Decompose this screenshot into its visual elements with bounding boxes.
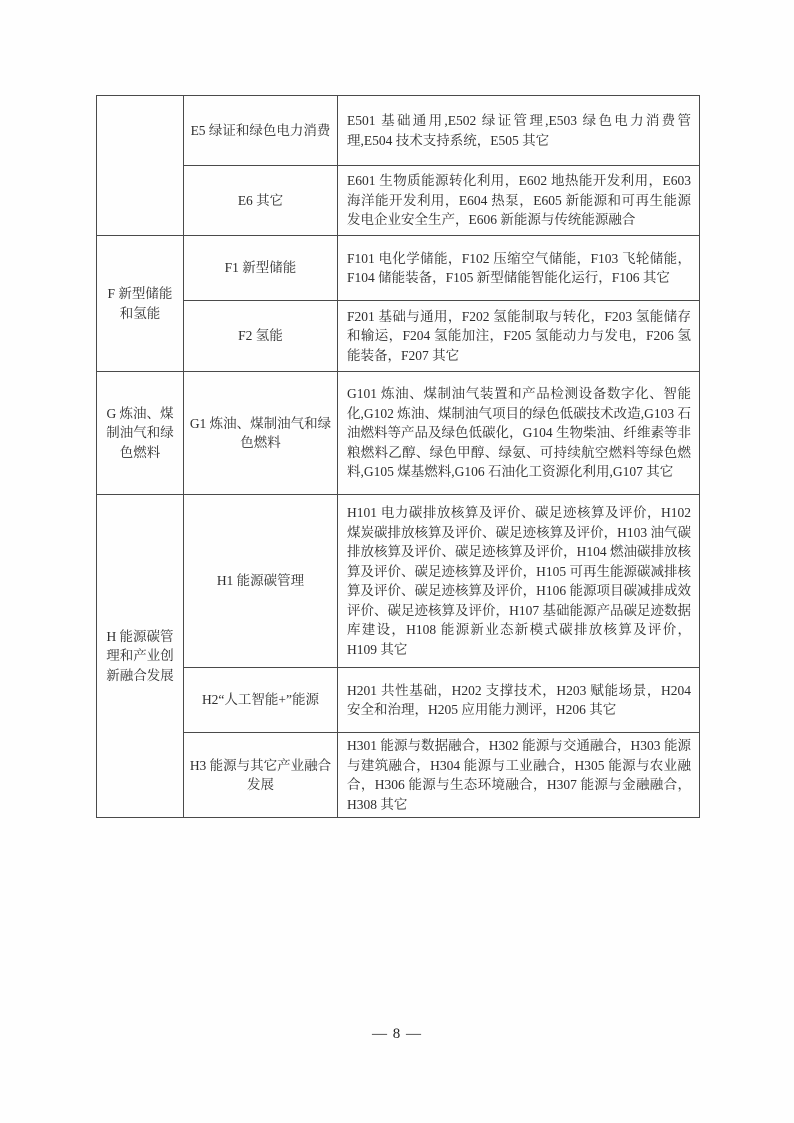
items-cell-f1: F101 电化学储能，F102 压缩空气储能，F103 飞轮储能，F104 储能装备，F105 新型储能智能化运行，F106 其它 xyxy=(338,236,700,301)
table-row xyxy=(97,236,700,301)
table-row xyxy=(97,495,700,668)
table-row xyxy=(97,372,700,495)
table-row xyxy=(97,668,700,733)
subcategory-cell-f1: F1 新型储能 xyxy=(184,236,338,301)
items-cell-h1: H101 电力碳排放核算及评价、碳足迹核算及评价，H102 煤炭碳排放核算及评价、碳足迹核算及评价，H103 油气碳排放核算及评价、碳足迹核算及评价，H104 燃油碳排放核算及评价、碳足迹核算及评价，H105 可再生能源碳减排核算及评价、碳足迹核算及评价，H106 能源项目碳减排成效评价、碳足迹核算及评价，H107 基础能源产品碳足迹数据库建设，H108 能源新业态新模式碳排放核算及评价，H109 其它 xyxy=(338,495,700,668)
subcategory-cell-f2: F2 氢能 xyxy=(184,301,338,372)
category-cell-h: H 能源碳管理和产业创新融合发展 xyxy=(97,495,184,818)
table-row xyxy=(97,301,700,372)
items-cell-g1: G101 炼油、煤制油气装置和产品检测设备数字化、智能化,G102 炼油、煤制油气项目的绿色低碳技术改造,G103 石油燃料等产品及绿色低碳化，G104 生物柴油、纤维素等非粮燃料乙醇、绿色甲醇、绿氨、可持续航空燃料等绿色燃料,G105 煤基燃料,G106 石油化工资源化利用,G107 其它 xyxy=(338,372,700,495)
subcategory-cell-h2: H2“人工智能+”能源 xyxy=(184,668,338,733)
category-cell-g: G 炼油、煤制油气和绿色燃料 xyxy=(97,372,184,495)
items-cell-h2: H201 共性基础，H202 支撑技术，H203 赋能场景，H204 安全和治理，H205 应用能力测评，H206 其它 xyxy=(338,668,700,733)
table-row xyxy=(97,166,700,236)
subcategory-cell-e6: E6 其它 xyxy=(184,166,338,236)
subcategory-cell-h3: H3 能源与其它产业融合发展 xyxy=(184,733,338,818)
category-cell-e-continued xyxy=(97,96,184,236)
items-cell-f2: F201 基础与通用，F202 氢能制取与转化，F203 氢能储存和输运，F204 氢能加注，F205 氢能动力与发电，F206 氢能装备，F207 其它 xyxy=(338,301,700,372)
subcategory-cell-h1: H1 能源碳管理 xyxy=(184,495,338,668)
subcategory-cell-g1: G1 炼油、煤制油气和绿色燃料 xyxy=(184,372,338,495)
category-cell-f: F 新型储能和氢能 xyxy=(97,236,184,372)
items-cell-e6: E601 生物质能源转化利用，E602 地热能开发利用，E603 海洋能开发利用，E604 热泵，E605 新能源和可再生能源发电企业安全生产，E606 新能源与传统能源融合 xyxy=(338,166,700,236)
subcategory-cell-e5: E5 绿证和绿色电力消费 xyxy=(184,96,338,166)
table-row xyxy=(97,733,700,818)
page-number: — 8 — xyxy=(372,1026,422,1042)
table-row xyxy=(97,96,700,166)
items-cell-e5: E501 基础通用,E502 绿证管理,E503 绿色电力消费管理,E504 技术支持系统，E505 其它 xyxy=(338,96,700,166)
items-cell-h3: H301 能源与数据融合，H302 能源与交通融合，H303 能源与建筑融合，H304 能源与工业融合，H305 能源与农业融合，H306 能源与生态环境融合，H307 能源与金融融合，H308 其它 xyxy=(338,733,700,818)
classification-table xyxy=(96,95,700,818)
